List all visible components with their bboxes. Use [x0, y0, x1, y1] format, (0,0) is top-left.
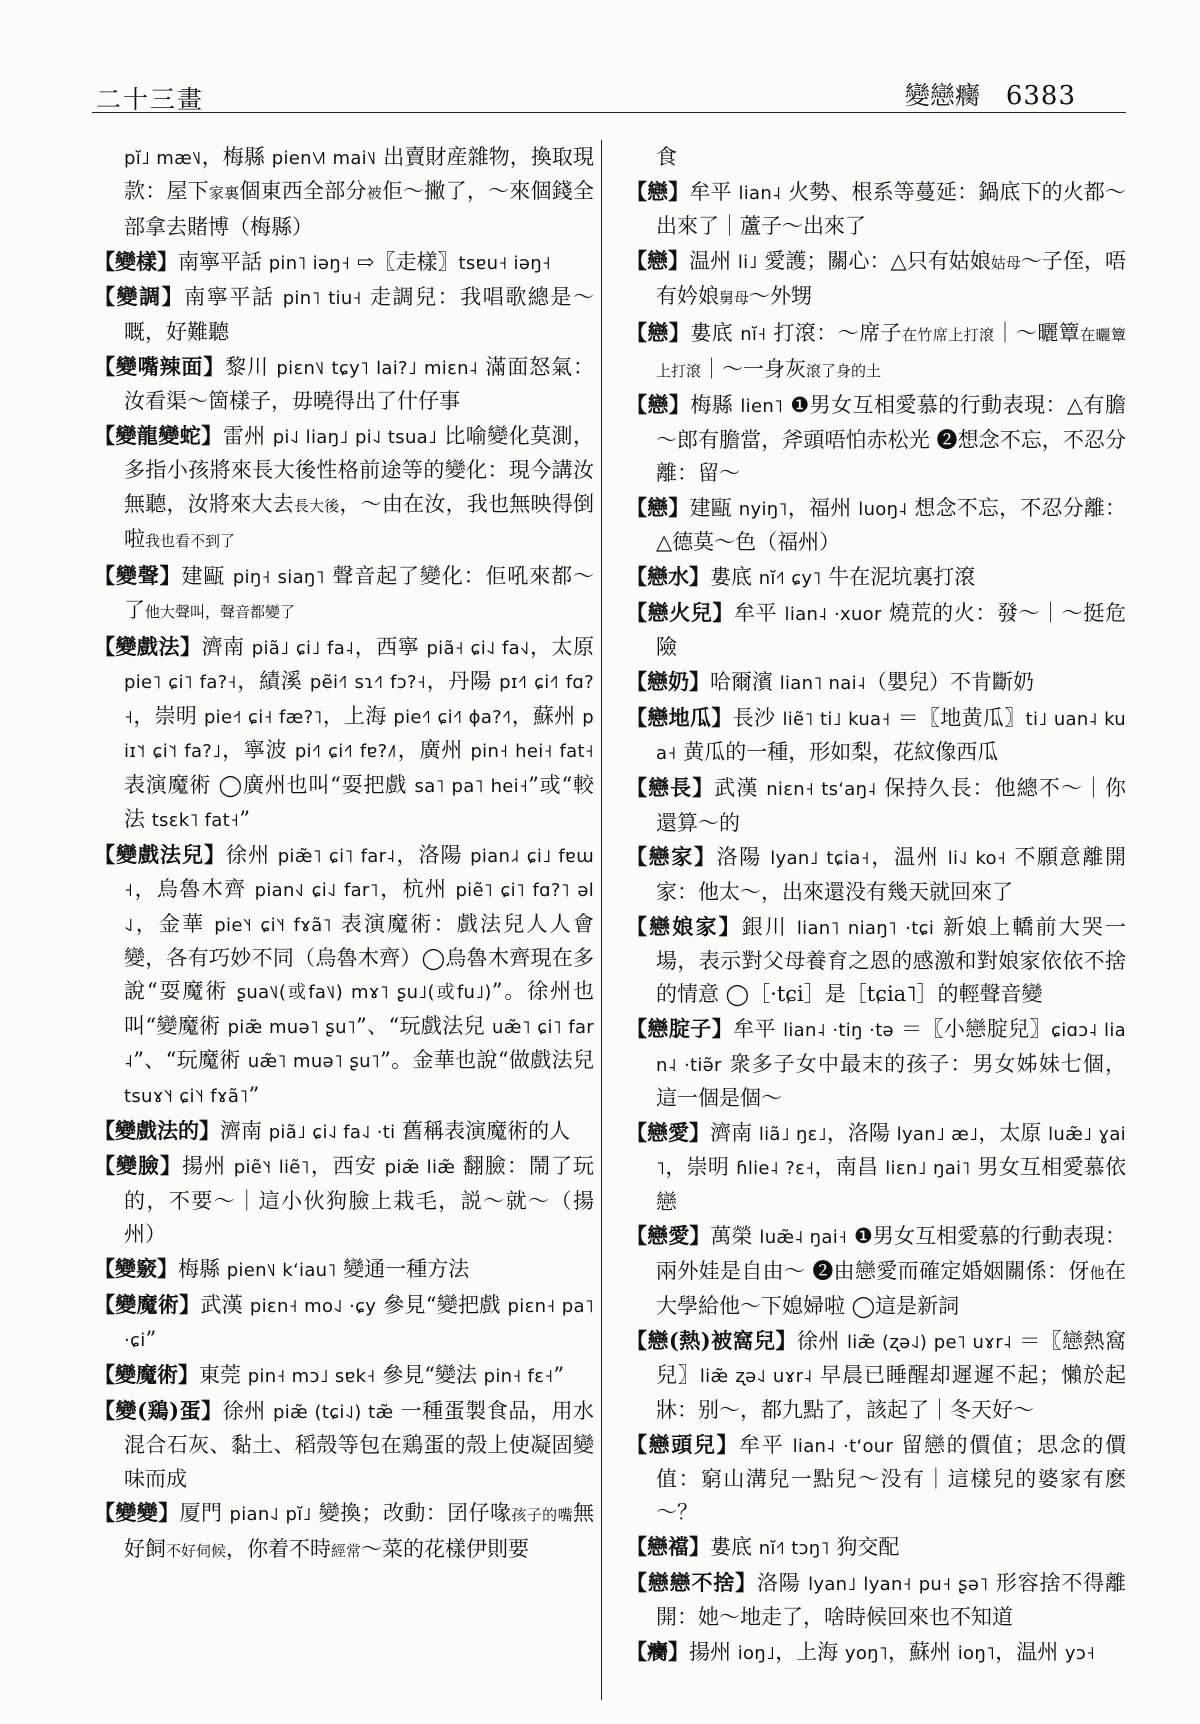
- header-keywords: 變戀癵: [904, 81, 980, 110]
- pronunciation: piæ̃˥ ɕi˥ far˨: [277, 845, 396, 867]
- entry-text: 婁底: [710, 1535, 759, 1560]
- dictionary-entry: [626, 316, 1126, 388]
- entry-headword: 【變聲】: [94, 562, 182, 588]
- entry-text: ，丹陽: [426, 669, 500, 694]
- inline-gloss: 孩子的嘴: [511, 1506, 573, 1525]
- entry-text: 變通一種方法: [336, 1256, 470, 1281]
- entry-text: ，烏魯木齊: [133, 877, 255, 902]
- entry-headword: 【戀奶】: [626, 669, 710, 695]
- entry-text: 變換；改動：囝仔喙: [311, 1501, 512, 1526]
- pronunciation: pin˧ mɔ˩ sɐk˧: [247, 1365, 376, 1387]
- entry-headword: 【變(鶏)蛋】: [94, 1397, 223, 1423]
- inline-gloss: 不好伺候: [166, 1541, 227, 1560]
- entry-text: 燒荒的火：發～｜～挺危險: [656, 601, 1126, 660]
- entry-text: ，南昌: [814, 1155, 886, 1180]
- pronunciation: luæ̃˨ ŋai˧: [759, 1227, 848, 1249]
- entry-headword: 【戀頭兒】: [626, 1431, 740, 1457]
- dictionary-entry: [626, 596, 1126, 665]
- entry-text: 濟南: [710, 1120, 759, 1145]
- entry-headword: 【戀】: [626, 495, 690, 521]
- pronunciation: niɛn˧ tsʻaŋ˨: [766, 779, 877, 801]
- entry-text: 建甌: [181, 563, 233, 588]
- entry-text: 牛在泥坑裏打滾: [821, 565, 976, 590]
- pronunciation: lien˥: [740, 396, 784, 418]
- entry-text: 徐州: [222, 1398, 273, 1423]
- entry-headword: 【變戲法兒】: [94, 841, 227, 867]
- entry-text: ，上海: [322, 703, 394, 728]
- entry-text: ”、“玩戲法兒: [356, 1013, 493, 1038]
- pronunciation: pien˥˩˥ mai˥˩: [271, 148, 377, 169]
- dictionary-entry: [94, 1149, 594, 1251]
- entry-text: 黎川: [225, 354, 277, 379]
- entry-headword: 【癵】: [626, 1639, 689, 1665]
- pronunciation: piɛn˧ mo˨˩ ·ɕy: [249, 1295, 377, 1317]
- entry-text: ＝〖戀熱窩兒〗: [656, 1329, 1126, 1388]
- pronunciation: pie˥˧ ɕi˥˧ fɤã˥: [214, 914, 332, 936]
- entry-text: ”: [553, 1362, 565, 1387]
- entry-text: 萬榮: [710, 1224, 760, 1249]
- entry-text: 留戀的價值；思念的價值：窮山溝兒一點兒～没有｜這樣兒的婆家有麽～？: [656, 1432, 1126, 1525]
- entry-text: ，蘇州: [511, 703, 583, 728]
- dictionary-entry: [94, 1358, 594, 1393]
- pronunciation: piæ̃ liæ̃: [384, 1157, 456, 1179]
- entry-text: ，西寧: [354, 635, 427, 660]
- dictionary-entry: [94, 1288, 594, 1358]
- dictionary-entry: [626, 771, 1126, 840]
- entry-headword: 【變魔術】: [94, 1291, 201, 1317]
- dictionary-entry: [94, 245, 594, 280]
- pronunciation: lian˨: [738, 182, 782, 204]
- entry-text: ，你着不時: [226, 1536, 332, 1561]
- entry-text: 洛陽: [716, 845, 771, 870]
- entry-text: 牟平: [689, 179, 739, 204]
- entry-text: ＝〖地黄瓜〗: [890, 706, 1026, 731]
- entry-text: ，温州: [869, 845, 948, 870]
- pronunciation: pɪ˧˥ ɕi˧˥ fɑ?˧: [124, 672, 594, 728]
- pronunciation: liæ̃ (ʐə˨˩) pe˥ uɤr˨: [846, 1332, 1013, 1354]
- dictionary-entry: [626, 244, 1126, 316]
- dictionary-entry: [626, 1428, 1126, 1530]
- entry-text: 想念不忘，不忍分離：△德莫～色（福州）: [656, 496, 1126, 555]
- entry-headword: 【戀襠】: [626, 1534, 710, 1560]
- entry-text: 婁底: [690, 321, 741, 346]
- entry-text: ，崇明: [665, 1155, 737, 1180]
- entry-text: 東莞: [199, 1362, 248, 1387]
- pronunciation: ʂua˥˩(或fa˥˩) mɤ˥ ʂu˩(或fu˩): [236, 982, 492, 1004]
- dictionary-entry: [94, 630, 594, 837]
- entry-text: 在大學給他～下媳婦啦 ◯這是新詞: [656, 1258, 1126, 1319]
- pronunciation: pin˧ fɛ˧: [483, 1365, 554, 1387]
- pronunciation: liæ̃ ʐə˨˩ uɤr˨: [699, 1366, 813, 1388]
- pronunciation: yoŋ˥: [844, 1643, 889, 1665]
- entry-text: 無好飼: [124, 1501, 594, 1561]
- entry-continuation: [94, 141, 594, 244]
- pronunciation: pĭ˩ mæ˥˩: [124, 148, 202, 169]
- entry-text: ，太原: [529, 635, 595, 660]
- entry-text: 濟南: [201, 635, 252, 660]
- header-rule: [92, 112, 1126, 113]
- entry-text: 滿面怒氣：汝看渠～箇樣子，毋曉得出了什仔事: [124, 354, 594, 414]
- pronunciation: lyan˩ lyan˧ pu˧ ʂə˥: [808, 1574, 989, 1596]
- entry-text: ，温州: [995, 1640, 1065, 1665]
- inline-gloss: 滾了身的土: [806, 361, 882, 380]
- pronunciation: pian˨˩ pĭ˩: [229, 1504, 312, 1526]
- entry-text: ，福州: [787, 496, 859, 521]
- entry-text: 洛陽: [756, 1571, 809, 1596]
- pronunciation: pie˧˥ ɕi˧˥ ɸa?˧˥: [393, 706, 512, 728]
- pronunciation: piɛn˥˩ tɕy˥ lai?˩ miɛn˨: [276, 357, 479, 379]
- entry-text: 舊稱表演魔術的人: [395, 1118, 571, 1143]
- pronunciation: piẽ˥ ɕi˥ fɑ?˥ əl˨˩: [124, 880, 594, 936]
- pronunciation: piã˩ ɕi˩ fa˨: [251, 638, 355, 660]
- entry-headword: 【戀腚子】: [626, 1016, 734, 1042]
- dictionary-entry: [626, 910, 1126, 1012]
- pronunciation: li˨˩ ko˧: [947, 848, 1007, 870]
- entry-headword: 【戀家】: [626, 844, 717, 870]
- dictionary-entry: [626, 388, 1126, 490]
- pronunciation: piẽ˥˧ liẽ˥: [233, 1157, 310, 1179]
- pronunciation: ɕiɑɔ˨ lian˨ ·tiə̃r: [656, 1020, 1126, 1076]
- entry-headword: 【戀】: [626, 320, 691, 346]
- pronunciation: pi˧˥ ɕi˧˥ fɐ?˩˥: [294, 741, 397, 763]
- inline-gloss: 他大聲叫，聲音都變了: [145, 603, 296, 622]
- entry-headword: 【變戲法的】: [94, 1117, 220, 1143]
- entry-text: 濟南: [220, 1118, 269, 1143]
- entry-text: ｜～曬簟: [994, 321, 1081, 346]
- inline-gloss: 他: [1089, 1263, 1105, 1282]
- entry-text: 翻臉：鬧了玩的，不要～｜這小伙狗臉上栽毛，説～就～（揚州）: [124, 1154, 594, 1247]
- entry-text: 狗交配: [829, 1535, 900, 1560]
- dictionary-entry: [94, 559, 594, 630]
- entry-text: ”。徐州也叫“變魔術: [124, 979, 594, 1038]
- pronunciation: nĭ˧˥ tɔŋ˥: [758, 1538, 830, 1560]
- dictionary-entry: [626, 560, 1126, 595]
- entry-text: 保持久長：他總不～｜你還算～的: [656, 776, 1126, 835]
- dictionary-entry: [626, 1530, 1126, 1565]
- entry-text: 出賣財産雜物，換取現款：屋下: [124, 145, 594, 204]
- pronunciation: lian˥ nai˨: [779, 673, 867, 695]
- entry-headword: 【變變】: [94, 1500, 180, 1526]
- entry-text: 長沙: [732, 706, 783, 731]
- pronunciation: piæ̃ muə˥ ʂu˥: [227, 1016, 356, 1038]
- dictionary-entry: [626, 1219, 1126, 1323]
- dictionary-entry: [94, 419, 594, 559]
- pronunciation: lian˥ niaŋ˥ ·tɕi: [796, 917, 935, 939]
- entry-text: ＝〖小戀腚兒〗: [893, 1017, 1052, 1042]
- pronunciation: tsɐu˧ iəŋ˧: [458, 252, 552, 274]
- entry-headword: 【戀(熱)被窩兒】: [626, 1328, 797, 1354]
- inline-gloss: 我也看不到了: [145, 532, 236, 551]
- inline-gloss: 經常: [331, 1541, 362, 1560]
- entry-text: ”。金華也說“做戲法兒: [380, 1048, 594, 1073]
- entry-text: 比喻變化莫測，多指小孩將來長大後性格前途等的變化：現今講汝無聽，汝將來大去: [124, 423, 594, 516]
- pronunciation: tsɛk˥ fat˧: [151, 810, 240, 832]
- pronunciation: pie˧˦ ɕi˧ fæ?˥: [203, 706, 323, 728]
- inline-gloss: 在曬簟上打滾: [656, 326, 1126, 380]
- dictionary-entry: [94, 350, 594, 419]
- entry-text: 牟平: [733, 1017, 784, 1042]
- dictionary-entry: [94, 1496, 594, 1568]
- pronunciation: uæ̃˥ ɕi˥ far˨: [124, 1016, 594, 1073]
- page-number: 6383: [1005, 81, 1076, 111]
- inline-gloss: 在竹席上打滾: [901, 326, 995, 345]
- pronunciation: pi˨˩ liaŋ˩ pi˨˩ tsua˩: [272, 426, 438, 448]
- section-title: 二十三畫: [96, 85, 205, 114]
- entry-text: 銀川: [741, 914, 797, 939]
- pronunciation: liẽ˥ ti˩ kua˧: [782, 709, 891, 731]
- entry-text: ，上海: [775, 1640, 845, 1665]
- entry-text: 武漢: [714, 776, 767, 801]
- entry-text: 聲音起了變化：佢吼來都～了: [124, 563, 594, 623]
- entry-text: ，廣州: [396, 738, 471, 763]
- pronunciation: pin˥ iəŋ˧: [268, 252, 351, 274]
- entry-text: 梅縣: [178, 1256, 227, 1281]
- pronunciation: pin˧ hei˧ fat˧: [470, 741, 594, 763]
- pronunciation: piŋ˧ siaŋ˥: [232, 566, 325, 588]
- pronunciation: luæ̃˩ ɣai˥: [656, 1123, 1126, 1180]
- entry-text: ，洛陽: [395, 842, 471, 867]
- pronunciation: liã˩ ŋɛ˩: [758, 1123, 827, 1145]
- entry-headword: 【戀娘家】: [626, 913, 742, 939]
- left-column: [94, 141, 594, 1569]
- entry-text: 佢～撇了，～來個錢全部拿去賭博（梅縣）: [124, 179, 594, 239]
- pronunciation: pie˥ ɕi˥ fa?˧: [124, 672, 237, 694]
- entry-text: 形容捨不得離開：她～地走了，啥時候回來也不知道: [656, 1571, 1126, 1630]
- entry-text: ”: [248, 1082, 260, 1107]
- pronunciation: sa˥ pa˥ hei˧: [414, 775, 529, 797]
- dictionary-entry: [94, 1114, 594, 1149]
- entry-text: 愛護；關心：△只有姑娘: [757, 249, 991, 273]
- dictionary-entry: [626, 701, 1126, 771]
- entry-text: 南寧平話: [184, 285, 283, 310]
- pronunciation: liɛn˩ ŋai˥: [885, 1158, 971, 1180]
- dictionary-entry: [626, 665, 1126, 700]
- pronunciation: pin˥ tiu˧: [282, 288, 362, 310]
- entry-text: ”: [145, 1327, 157, 1352]
- pronunciation: lyan˩ æ˩: [896, 1123, 979, 1145]
- dictionary-entry: [94, 280, 594, 349]
- entry-text: （嬰兒）不肯斷奶: [866, 670, 1035, 695]
- entry-headword: 【變嘴辣面】: [94, 353, 226, 379]
- pronunciation: yɔ˧: [1064, 1643, 1096, 1665]
- entry-headword: 【戀愛】: [626, 1119, 711, 1145]
- entry-text: 個東西全部分: [239, 179, 367, 204]
- entry-text: ～子侄，唔有妗娘: [656, 249, 1126, 309]
- pronunciation: piɛn˧ pa˥ ·ɕi: [124, 1295, 595, 1352]
- entry-headword: 【戀火兒】: [626, 600, 735, 626]
- entry-text: 揚州: [689, 1640, 738, 1665]
- pronunciation: nĭ˧: [740, 324, 767, 346]
- entry-text: ，寧波: [221, 738, 295, 763]
- entry-text: 早晨已睡醒却遲遲不起；懶於起牀：别～，都九點了，該起了｜冬天好～: [656, 1363, 1127, 1422]
- inline-gloss: 舅母: [719, 289, 750, 308]
- entry-text: ，績溪: [236, 669, 310, 694]
- entry-text: 梅縣: [690, 393, 741, 418]
- dictionary-entry: [626, 1566, 1126, 1635]
- dictionary-entry: [626, 1116, 1126, 1219]
- pronunciation: lyan˩ tɕia˧: [770, 848, 870, 870]
- entry-headword: 【變調】: [94, 284, 185, 310]
- entry-text: 火勢、根系等蔓延：鍋底下的火都～出來了｜蘆子～出來了: [656, 179, 1126, 239]
- entry-headword: 【變臉】: [94, 1153, 183, 1179]
- dictionary-entry: [94, 1394, 594, 1496]
- pronunciation: ɦlie˨ ?ɛ˧: [736, 1158, 815, 1180]
- entry-text: ～菜的花樣伊則要: [361, 1536, 530, 1561]
- entry-text: 新娘上轎前大哭一場，表示對父母養育之恩的感激和對娘家依依不捨的情意 ◯［·tɕi］是［tɕia˥］的輕聲音變: [656, 914, 1126, 1007]
- entry-text: 參見“變法: [375, 1362, 484, 1387]
- page-header-right: [905, 76, 1076, 112]
- entry-text: ”或“較法: [124, 772, 594, 832]
- pronunciation: luoŋ˨: [858, 499, 908, 521]
- entry-text: 婁底: [710, 565, 759, 590]
- entry-text: 表演魔術 ◯廣州也叫“耍把戲: [124, 772, 415, 797]
- dictionary-entry: [626, 1635, 1126, 1670]
- entry-text: 雷州: [222, 423, 273, 448]
- dictionary-entry: [626, 175, 1126, 244]
- entry-text: 參見“變把戲: [376, 1292, 508, 1317]
- entry-continuation: [626, 141, 1126, 174]
- entry-text: 牟平: [739, 1432, 793, 1457]
- entry-headword: 【戀長】: [626, 775, 715, 801]
- pronunciation: lian˨ ·tiŋ ·tə: [783, 1020, 894, 1042]
- inline-gloss: 被: [366, 184, 382, 203]
- entry-text: 徐州: [796, 1329, 847, 1354]
- entry-text: ，太原: [978, 1120, 1049, 1145]
- entry-headword: 【變戲法】: [94, 634, 202, 660]
- pronunciation: ioŋ˥: [957, 1643, 996, 1665]
- entry-text: ｜～一身灰: [701, 356, 807, 381]
- dictionary-entry: [94, 1252, 594, 1287]
- entry-text: 牟平: [734, 601, 785, 626]
- entry-headword: 【戀】: [626, 178, 690, 204]
- entry-text: 衆多子女中最末的孩子：男女姊妹七個，這一個是個～: [656, 1051, 1126, 1111]
- entry-text: ⇨〖走樣〗: [350, 249, 459, 274]
- pronunciation: ti˩ uan˨ kua˧: [656, 709, 1126, 765]
- entry-headword: 【戀】: [626, 392, 691, 418]
- entry-text: ，金華: [133, 911, 215, 936]
- entry-text: 温州: [689, 249, 738, 273]
- entry-headword: 【變竅】: [94, 1255, 178, 1281]
- entry-text: ，崇明: [133, 703, 204, 728]
- inline-gloss: 姑母: [990, 254, 1021, 272]
- entry-headword: 【戀水】: [626, 564, 710, 590]
- pronunciation: pian˩˨ ɕi˩ fɐɯ˧: [124, 845, 594, 902]
- pronunciation: piɪ˥˦ ɕi˥˦ fa?˩: [124, 706, 594, 763]
- entry-text: 男女互相愛慕依戀: [656, 1155, 1126, 1214]
- entry-text: 不願意離開家：他太～，出來還没有幾天就回來了: [656, 845, 1126, 904]
- pronunciation: piæ̃ (tɕi˨˩) tæ̃: [272, 1401, 394, 1423]
- entry-headword: 【戀愛】: [626, 1223, 711, 1249]
- entry-headword: 【戀戀不捨】: [626, 1570, 757, 1596]
- right-column: [626, 141, 1126, 1671]
- entry-text: ，杭州: [378, 877, 456, 902]
- dictionary-entry: [626, 1012, 1126, 1115]
- entry-text: 打滾：～席子: [766, 321, 902, 346]
- entry-text: 南寧平話: [178, 249, 269, 274]
- entry-text: ，梅縣: [201, 145, 272, 169]
- entry-text: ，洛陽: [826, 1120, 897, 1145]
- entry-text: ，蘇州: [888, 1640, 958, 1665]
- entry-text: 武漢: [200, 1292, 250, 1317]
- pronunciation: uæ̃˥ muə˥ ʂu˥: [247, 1051, 381, 1073]
- dictionary-entry: [626, 491, 1126, 560]
- inline-gloss: 家裏: [208, 184, 240, 203]
- pronunciation: pien˥˩ kʻiau˥: [226, 1259, 337, 1281]
- entry-text: 表演魔術：戲法兒人人會變，各有巧妙不同（烏魯木齊）◯烏魯木齊現在多說“耍魔術: [124, 911, 594, 1004]
- entry-headword: 【戀】: [626, 248, 690, 273]
- entry-headword: 【變魔術】: [94, 1361, 199, 1387]
- dictionary-entry: [94, 838, 594, 1113]
- pronunciation: tsuɤ˥˧ ɕi˥˧ fɤã˥: [124, 1085, 249, 1107]
- pronunciation: nĭ˧˥ ɕy˥: [758, 568, 822, 590]
- entry-text: 一種蛋製食品，用水混合石灰、黏土、稻殼等包在鶏蛋的殼上使凝固變味而成: [124, 1398, 594, 1491]
- entry-text: ”、“玩魔術: [133, 1048, 248, 1073]
- dictionary-entry: [626, 840, 1126, 909]
- entry-text: ，西安: [309, 1154, 385, 1179]
- entry-headword: 【變樣】: [94, 248, 178, 274]
- pronunciation: piã˧ ɕi˨˩ fa˧˩: [426, 638, 530, 660]
- pronunciation: lian˨ ·xuor: [784, 604, 882, 626]
- inline-gloss: 長大後: [293, 496, 340, 515]
- pronunciation: pian˧˩ ɕi˨˩ far˥: [254, 880, 379, 902]
- pronunciation: pẽi˧˥ sɿ˧˥ fɔ?˧: [309, 672, 427, 694]
- entry-text: 揚州: [182, 1154, 234, 1179]
- column-divider: [601, 140, 602, 1700]
- entry-text: ❶男女互相愛慕的行動表現：△有膽～郎有膽當，斧頭唔怕赤松光 ❷想念不忘，不忍分離：留～: [656, 393, 1126, 486]
- entry-text: ，～由在汝，我也無映得倒啦: [124, 491, 594, 552]
- dictionary-entry: [626, 1324, 1126, 1427]
- entry-text: 厦門: [179, 1501, 230, 1526]
- entry-text: 黄瓜的一種，形如梨，花紋像西瓜: [676, 740, 999, 765]
- entry-headword: 【變龍變蛇】: [94, 422, 223, 448]
- entry-text: 哈爾濱: [710, 670, 780, 695]
- entry-headword: 【戀地瓜】: [626, 705, 733, 731]
- pronunciation: lian˨ ·tʻour: [792, 1435, 894, 1457]
- entry-text: ”: [239, 807, 250, 832]
- pronunciation: li˩: [737, 252, 758, 273]
- entry-text: ❶男女互相愛慕的行動表現：兩外娃是自由～ ❷由戀愛而確定婚姻關係：伢: [656, 1224, 1126, 1283]
- pronunciation: ioŋ˩: [737, 1643, 776, 1665]
- entry-text: 食: [656, 145, 677, 169]
- pronunciation: piã˩ ɕi˨˩ fa˨˩ ·ti: [268, 1121, 396, 1143]
- entry-text: 徐州: [226, 842, 278, 867]
- pronunciation: nyiŋ˥: [738, 499, 788, 521]
- entry-text: 建甌: [689, 496, 739, 521]
- entry-text: ～外甥: [749, 284, 813, 309]
- entry-text: 走調兒：我唱歌總是～嘅，好難聽: [124, 285, 594, 344]
